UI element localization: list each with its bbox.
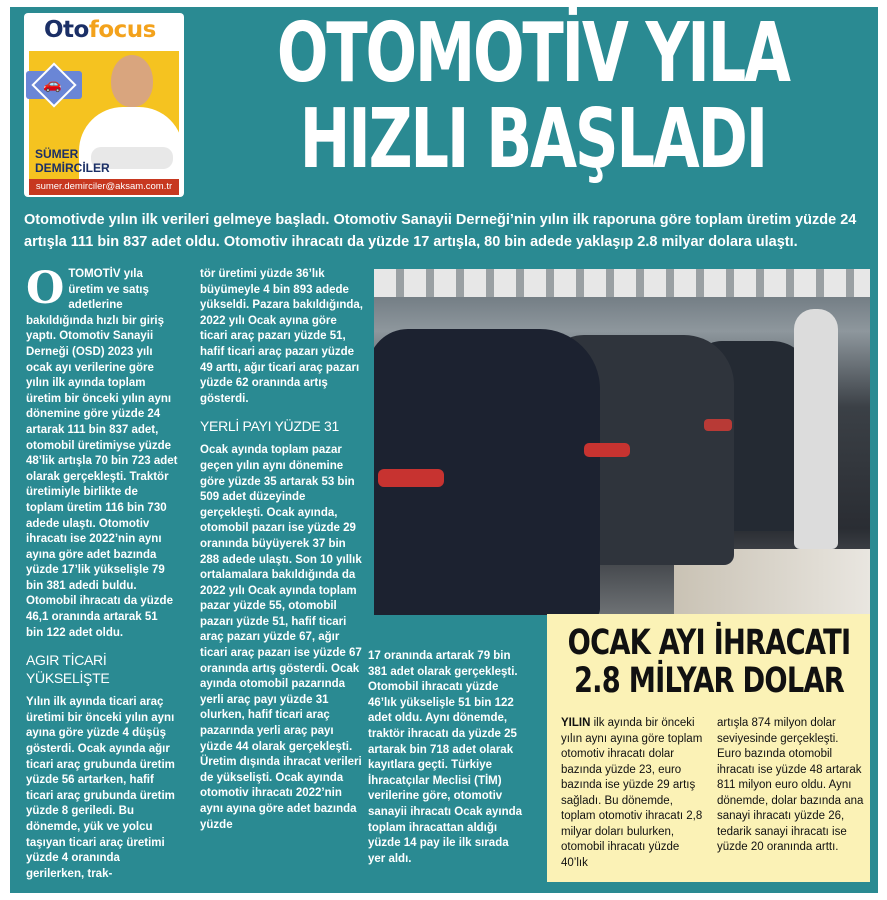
box-col1-text: ilk ayında bir önceki yılın aynı ayına göre toplam otomotiv ihracatı dolar bazında yüzde 23, euro bazında ise yüzde 29 artış sağladı. Bu dönemde, toplam otomotiv ihracatı 2,8 milyar doları bulurken, otomobil ihracatı yüzde 40’lık bbox=[561, 717, 703, 869]
newspaper-page bbox=[10, 7, 878, 893]
headline-line-1: OTOMOTİV YILA bbox=[276, 7, 789, 101]
headline bbox=[198, 7, 868, 187]
subhead-2: YERLİ PAYI YÜZDE 31 bbox=[200, 418, 340, 435]
column-2 bbox=[200, 267, 365, 833]
box-lead-word: YILIN bbox=[561, 717, 591, 729]
author-email: sumer.demirciler@aksam.com.tr bbox=[35, 181, 173, 192]
brand-focus: focus bbox=[88, 17, 156, 43]
col3-paragraph-1: 17 oranında artarak 79 bin 381 adet olarak gerçekleşti. Otomobil ihracatı yüzde 46’lık yükselişle 51 bin 122 adet oldu. Aynı dönemde, traktör ihracatı da yüzde 25 artarak bin 718 adet olarak kayıtlara geçti. Türkiye İhracatçılar Meclisi (TİM) verilerine göre, otomotiv sanayii ihracatı Ocak ayında toplam ihracattan aldığı yüzde 14 pay ile ilk sırada yer aldı. bbox=[368, 650, 523, 865]
author-name: SÜMER DEMİRCİLER bbox=[35, 147, 110, 175]
headline-line-2: HIZLI BAŞLADI bbox=[299, 92, 767, 187]
column-3 bbox=[368, 649, 528, 867]
email-bar bbox=[29, 179, 179, 195]
sidebar-box bbox=[547, 614, 870, 882]
box-title bbox=[553, 624, 865, 700]
brand-logo bbox=[44, 17, 156, 43]
article-body bbox=[18, 261, 870, 887]
dropcap: O bbox=[26, 263, 65, 314]
column-logo bbox=[24, 13, 184, 197]
car-badge bbox=[26, 71, 82, 99]
col1-paragraph-2: Yılın ilk ayında ticari araç üretimi bir önceki yılın aynı ayına göre yüzde 4 düşüş gösterdi. Ocak ayında ağır ticari araç grubunda üretim yüzde 56 artarken, hafif ticari araç grubunda üretim yüzde 8 geriledi. Bu dönemde, yük ve yolcu taşıyan ticari araç üretimi yüzde 4 oranında gerilerken, trak- bbox=[26, 696, 175, 880]
brand-oto: Oto bbox=[44, 17, 89, 43]
col2-paragraph-2: Ocak ayında toplam pazar geçen yılın aynı dönemine göre yüzde 35 artarak 53 bin 509 adet düzeyinde gerçekleşti. Ocak ayında, otomobil pazarı ise yüzde 29 oranında büyüyerek 37 bin 288 adede ulaştı. Son 10 yıllık ortalamalara bakıldığında da 2022 yılı Ocak ayında toplam pazar yüzde 55, otomobil pazarı yüzde 51, hafif ticari araç pazarı yüzde 67, ağır ticari araç pazarı ise yüzde 67 oranında artış gösterdi. Ocak ayında otomobil pazarında yerli araç payı yüzde 31 olurken, hafif ticari araç pazarında yerli araç payı yüzde 44 olarak gerçekleşti. Üretim dışında ihracat verileri de yükselişti. Ocak ayında otomotiv ihracatı 2022’nin aynı ayına göre adet bazında yüzde bbox=[200, 444, 362, 831]
box-title-line-1: OCAK AYI İHRACATI bbox=[567, 623, 851, 663]
column-1 bbox=[26, 263, 178, 882]
lede: Otomotivde yılın ilk verileri gelmeye başladı. Otomotiv Sanayii Derneği’nin yılın ilk raporuna göre toplam üretim yüzde 24 artışla 111 bin 837 adet oldu. Otomotiv ihracatı da yüzde 17 artışla, 80 bin adede yaklaşıp 2.8 milyar dolara ulaştı. bbox=[24, 212, 857, 250]
assembly-line-photo bbox=[374, 269, 870, 615]
box-column-2: artışla 874 milyon dolar seviyesinde gerçekleşti. Euro bazında otomobil ihracatı ise yüzde 48 artarak 811 milyon euro oldu. Aynı dönemde, dolar bazında ana sanayi ihracatı yüzde 26, tedarik sanayi ihracatı ise yüzde 20 oranında arttı. bbox=[717, 717, 864, 853]
box-column-1 bbox=[561, 716, 707, 871]
box-title-line-2: 2.8 MİLYAR DOLAR bbox=[573, 661, 845, 701]
col1-paragraph-1: TOMOTİV yıla üretim ve satış adetlerine bakıldığında hızlı bir giriş yaptı. Otomotiv Sanayii Derneği (OSD) 2023 yılı ocak ayı verilerine göre yılın ilk ayında toplam üretim bir önceki yılın aynı dönemine göre yüzde 24 artarak 111 bin 837 adet, otomobil üretimiyse yüzde 48’lik artışla 70 bin 723 adet olarak gerçekleşti. Traktör üretimiyle birlikte de toplam üretim 116 bin 730 adede ulaştı. Otomotiv ihracatı ise 2022’nin aynı ayına göre adet bazında yüzde 17’lik yükselişle 79 bin 381 adedi buldu. Otomobil ihracatı da yüzde 46,1 oranında artarak 51 bin 122 adet oldu. bbox=[26, 268, 178, 639]
car-icon: 🚗 bbox=[43, 76, 62, 93]
col2-paragraph-1: tör üretimi yüzde 36’lık büyümeyle 4 bin 893 adede yükseldi. Pazara bakıldığında, 2022 yılı Ocak ayına göre ticari araç pazarı yüzde 51, hafif ticari araç pazarı yüzde 49 arttı, ağır ticari araç pazarı yüzde 62 oranında artış gösterdi. bbox=[200, 268, 363, 405]
subhead-1: AGIR TİCARİ YÜKSELİŞTE bbox=[26, 652, 110, 687]
